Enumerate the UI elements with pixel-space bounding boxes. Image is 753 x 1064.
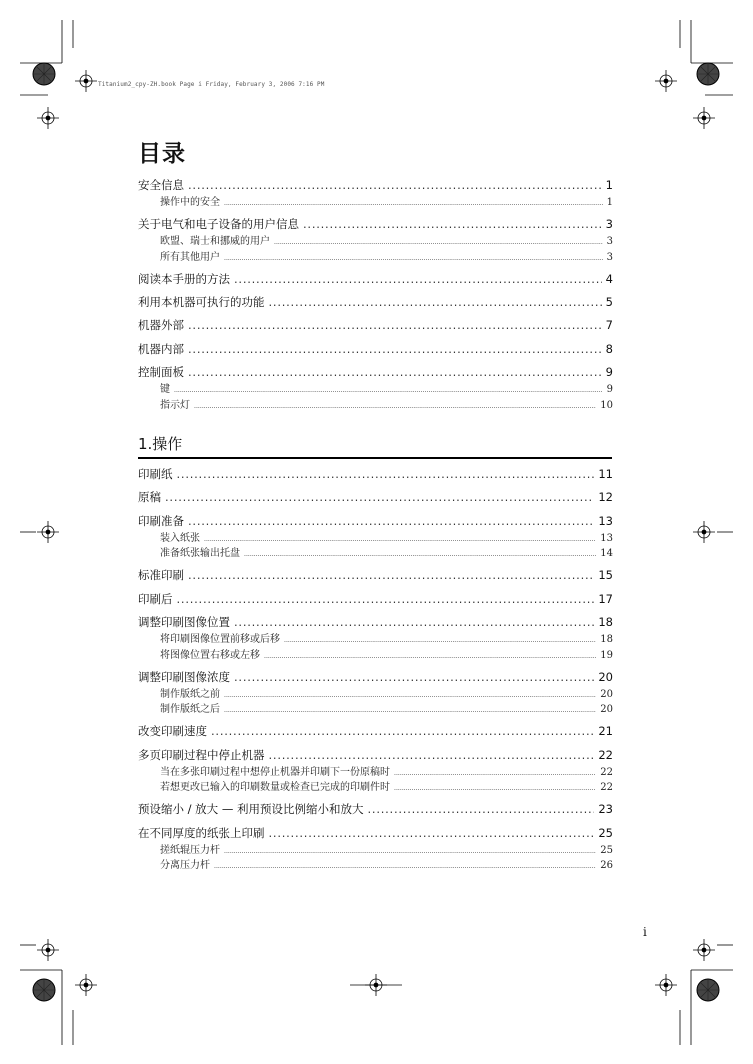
toc-subentry[interactable]: [138, 248, 613, 264]
toc-entry-title: 印刷准备: [138, 513, 184, 528]
toc-entry-page: 1: [605, 178, 613, 192]
toc-entry[interactable]: [138, 513, 613, 529]
toc-entry[interactable]: [138, 177, 613, 193]
toc-entry-title: 关于电气和电子设备的用户信息: [138, 216, 299, 231]
dot-leader: [188, 514, 594, 528]
toc-entry-page: 4: [605, 271, 613, 286]
toc-subentry[interactable]: [138, 700, 613, 716]
toc-entry-page: 23: [598, 802, 613, 817]
dot-leader: [234, 670, 594, 684]
registration-mark: [693, 521, 715, 543]
toc-entry-title: 指示灯: [160, 399, 190, 411]
dot-leader: [303, 217, 602, 231]
toc-subentry[interactable]: [138, 529, 613, 545]
toc-entry-title: 印刷后: [138, 591, 173, 606]
toc-entry-page: 7: [605, 318, 613, 333]
toc-entry-page: 3: [606, 235, 613, 247]
dot-leader: [269, 826, 595, 840]
toc-entry-title: 阅读本手册的方法: [138, 271, 230, 286]
toc-entry-title: 预设缩小 / 放大 — 利用预设比例缩小和放大: [138, 802, 364, 817]
toc-section-front-matter: [138, 177, 613, 411]
registration-mark: [37, 939, 59, 961]
toc-entry-title: 搓纸辊压力杆: [160, 844, 220, 856]
toc-entry[interactable]: [138, 364, 613, 380]
toc-entry-page: 11: [598, 467, 613, 481]
toc-entry-title: 制作版纸之前: [160, 688, 220, 700]
toc-entry[interactable]: [138, 669, 613, 685]
toc-entry-page: 15: [598, 568, 613, 583]
toc-entry-page: 1: [606, 197, 613, 208]
dot-leader: [264, 650, 596, 661]
toc-subentry[interactable]: [138, 646, 613, 662]
dot-leader: [188, 365, 602, 379]
toc-entry-page: 20: [600, 704, 613, 716]
toc-entry-page: 9: [606, 384, 613, 396]
toc-entry-title: 机器外部: [138, 318, 184, 333]
dot-leader: [234, 615, 594, 629]
toc-entry[interactable]: [138, 466, 613, 482]
registration-mark: [37, 521, 59, 543]
toc-entry-page: 3: [605, 216, 613, 231]
dot-leader: [188, 178, 602, 192]
page-number: i: [643, 925, 647, 939]
toc-entry-title: 机器内部: [138, 341, 184, 356]
toc-entry-page: 3: [606, 251, 613, 263]
color-disc-bottom-left: [33, 979, 55, 1001]
toc-subentry[interactable]: [138, 856, 613, 872]
toc-entry-title: 操作中的安全: [160, 197, 220, 208]
color-disc-bottom-right: [697, 979, 719, 1001]
page-title: 目录: [138, 141, 186, 167]
toc-entry-title: 印刷纸: [138, 467, 173, 481]
registration-mark: [655, 974, 677, 996]
toc-subentry[interactable]: [138, 396, 613, 412]
toc-entry-page: 22: [600, 782, 613, 794]
toc-entry-title: 标准印刷: [138, 568, 184, 583]
toc-subentry[interactable]: [138, 841, 613, 857]
toc-entry-title: 控制面板: [138, 365, 184, 380]
toc-entry-page: 19: [600, 649, 613, 661]
chapter-heading: 1.操作: [138, 433, 612, 459]
toc-entry-page: 20: [598, 669, 613, 684]
color-disc-top-left: [33, 63, 55, 85]
toc-subentry[interactable]: [138, 380, 613, 396]
toc-entry[interactable]: [138, 723, 613, 739]
registration-mark: [75, 974, 97, 996]
toc-entry-page: 18: [598, 615, 613, 630]
toc-entry-title: 调整印刷图像浓度: [138, 669, 230, 684]
registration-mark: [693, 939, 715, 961]
toc-entry-title: 多页印刷过程中停止机器: [138, 747, 265, 762]
dot-leader: [188, 318, 602, 332]
registration-mark: [37, 107, 59, 129]
dot-leader: [394, 782, 596, 793]
dot-leader: [224, 252, 603, 263]
toc-entry[interactable]: [138, 747, 613, 763]
toc-entry-title: 调整印刷图像位置: [138, 615, 230, 630]
toc-entry-title: 欧盟、瑞士和挪威的用户: [160, 235, 270, 247]
toc-entry-title: 当在多张印刷过程中想停止机器并印刷下一份原稿时: [160, 766, 390, 778]
dot-leader: [204, 533, 596, 544]
toc-entry-title: 安全信息: [138, 178, 184, 192]
toc-entry[interactable]: [138, 317, 613, 333]
dot-leader: [244, 548, 596, 559]
toc-entry[interactable]: [138, 801, 613, 817]
toc-entry[interactable]: [138, 341, 613, 357]
toc-subentry[interactable]: [138, 232, 613, 248]
color-disc-top-right: [697, 63, 719, 85]
toc-entry-page: 9: [605, 365, 613, 380]
dot-leader: [274, 236, 603, 247]
toc-entry-page: 26: [600, 860, 613, 872]
toc-entry[interactable]: [138, 294, 613, 310]
toc-entry-title: 在不同厚度的纸张上印刷: [138, 825, 265, 840]
toc-entry[interactable]: [138, 825, 613, 841]
registration-mark: [75, 70, 97, 92]
dot-leader: [234, 272, 602, 286]
registration-mark: [655, 70, 677, 92]
dot-leader: [177, 467, 595, 481]
toc-entry[interactable]: [138, 216, 613, 232]
dot-leader: [194, 400, 596, 411]
dot-leader: [224, 197, 603, 208]
toc-entry-title: 将图像位置右移或左移: [160, 649, 260, 661]
toc-subentry[interactable]: [138, 544, 613, 560]
dot-leader: [177, 592, 595, 606]
toc-entry-title: 将印刷图像位置前移或后移: [160, 634, 280, 646]
toc-entry[interactable]: [138, 614, 613, 630]
toc-entry-page: 25: [598, 825, 613, 840]
toc-entry-page: 12: [598, 490, 613, 505]
toc-entry-title: 制作版纸之后: [160, 704, 220, 716]
toc-subentry[interactable]: [138, 630, 613, 646]
toc-entry-page: 25: [600, 844, 613, 856]
toc-entry-title: 改变印刷速度: [138, 724, 207, 739]
toc-section-chapter-1: [138, 466, 613, 872]
dot-leader: [269, 748, 595, 762]
toc-entry-page: 13: [600, 532, 613, 544]
toc-entry[interactable]: [138, 591, 613, 607]
dot-leader: [224, 845, 596, 856]
toc-subentry[interactable]: [138, 193, 613, 209]
toc-entry-page: 8: [605, 341, 613, 356]
toc-entry[interactable]: [138, 271, 613, 287]
toc-entry-page: 13: [598, 513, 613, 528]
toc-subentry[interactable]: [138, 778, 613, 794]
toc-entry-page: 18: [600, 634, 613, 646]
toc-entry[interactable]: [138, 567, 613, 583]
toc-entry[interactable]: [138, 489, 613, 505]
toc-entry-page: 10: [600, 399, 613, 411]
dot-leader: [165, 490, 594, 504]
dot-leader: [269, 295, 602, 309]
print-job-header: Titanium2_cpy-ZH.book Page i Friday, February 3, 2006 7:16 PM: [98, 81, 325, 88]
toc-entry-page: 17: [598, 591, 613, 606]
dot-leader: [284, 634, 596, 645]
dot-leader: [224, 704, 596, 715]
toc-entry-title: 若想更改已输入的印刷数量或检查已完成的印刷件时: [160, 782, 390, 794]
dot-leader: [174, 384, 603, 395]
dot-leader: [368, 802, 595, 816]
toc-entry-title: 原稿: [138, 490, 161, 505]
toc-entry-title: 装入纸张: [160, 532, 200, 544]
registration-mark: [693, 107, 715, 129]
toc-entry-title: 利用本机器可执行的功能: [138, 294, 265, 309]
dot-leader: [188, 342, 602, 356]
dot-leader: [188, 568, 594, 582]
toc-entry-page: 14: [600, 548, 613, 560]
toc-entry-page: 22: [598, 747, 613, 762]
toc-entry-page: 5: [605, 294, 613, 309]
toc-subentry[interactable]: [138, 685, 613, 701]
dot-leader: [224, 689, 596, 700]
toc-entry-title: 准备纸张输出托盘: [160, 548, 240, 560]
toc-entry-page: 21: [598, 724, 613, 739]
dot-leader: [214, 860, 596, 871]
dot-leader: [394, 767, 596, 778]
toc-entry-page: 20: [600, 688, 613, 700]
toc-entry-title: 所有其他用户: [160, 251, 220, 263]
toc-subentry[interactable]: [138, 763, 613, 779]
toc-entry-page: 22: [600, 766, 613, 778]
toc-entry-title: 键: [160, 384, 170, 396]
toc-entry-title: 分离压力杆: [160, 860, 210, 872]
dot-leader: [211, 724, 594, 738]
